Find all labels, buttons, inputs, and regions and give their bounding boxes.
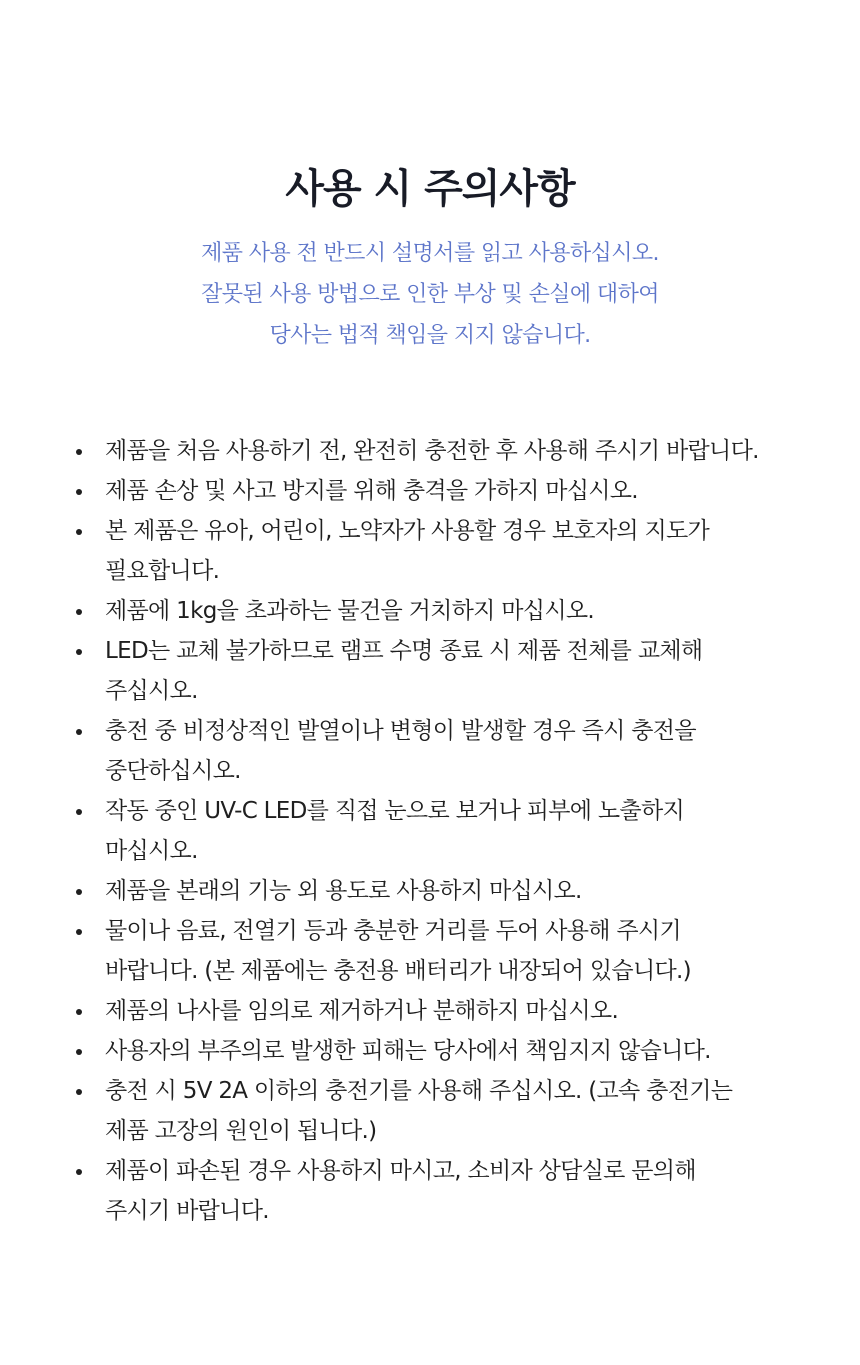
list-item	[0, 511, 860, 591]
list-item-text: 주십시오.	[105, 678, 198, 704]
page-title: 사용 시 주의사항	[285, 165, 575, 212]
list-item-text: 충전 시 5V 2A 이하의 충전기를 사용해 주십시오. (고속 충전기는	[105, 1078, 733, 1104]
list-item-text: 물이나 음료, 전열기 등과 충분한 거리를 두어 사용해 주시기	[105, 918, 681, 944]
list-item	[0, 1151, 860, 1231]
list-item	[0, 1071, 860, 1151]
bullet-icon	[76, 889, 82, 895]
notice-line: 당사는 법적 책임을 지지 않습니다.	[269, 323, 591, 348]
bullet-icon	[76, 1049, 82, 1055]
list-item-text: 제품을 본래의 기능 외 용도로 사용하지 마십시오.	[105, 878, 582, 904]
bullet-icon	[76, 809, 82, 815]
bullet-icon	[76, 649, 82, 655]
list-item-text: 바랍니다. (본 제품에는 충전용 배터리가 내장되어 있습니다.)	[105, 958, 691, 984]
list-item-text: 필요합니다.	[105, 558, 220, 584]
list-item-text: 제품이 파손된 경우 사용하지 마시고, 소비자 상담실로 문의해	[105, 1158, 696, 1184]
list-item-text: 본 제품은 유아, 어린이, 노약자가 사용할 경우 보호자의 지도가	[105, 518, 710, 544]
bullet-icon	[76, 1169, 82, 1175]
list-item-text: LED는 교체 불가하므로 램프 수명 종료 시 제품 전체를 교체해	[105, 638, 703, 664]
list-item	[0, 711, 860, 791]
list-item	[0, 631, 860, 711]
bullet-icon	[76, 929, 82, 935]
list-item-text: 작동 중인 UV-C LED를 직접 눈으로 보거나 피부에 노출하지	[105, 798, 684, 824]
bullet-icon	[76, 489, 82, 495]
list-item-text: 충전 중 비정상적인 발열이나 변형이 발생할 경우 즉시 충전을	[105, 718, 696, 744]
list-item	[0, 911, 860, 991]
bullet-icon	[76, 1089, 82, 1095]
list-item	[0, 991, 860, 1031]
bullet-icon	[76, 1009, 82, 1015]
list-item-text: 제품 손상 및 사고 방지를 위해 충격을 가하지 마십시오.	[105, 478, 638, 504]
list-item-text: 제품의 나사를 임의로 제거하거나 분해하지 마십시오.	[105, 998, 619, 1024]
list-item-text: 중단하십시오.	[105, 758, 241, 784]
list-item	[0, 471, 860, 511]
list-item	[0, 431, 860, 471]
list-item-text: 사용자의 부주의로 발생한 피해는 당사에서 책임지지 않습니다.	[105, 1038, 711, 1064]
list-item	[0, 1031, 860, 1071]
list-item	[0, 791, 860, 871]
list-item	[0, 591, 860, 631]
list-item-text: 제품에 1kg을 초과하는 물건을 거치하지 마십시오.	[105, 598, 594, 624]
bullet-icon	[76, 449, 82, 455]
list-item-text: 마십시오.	[105, 838, 198, 864]
bullet-icon	[76, 529, 82, 535]
notice-block	[0, 233, 860, 356]
notice-line: 제품 사용 전 반드시 설명서를 읽고 사용하십시오.	[201, 241, 659, 266]
list-item-text: 주시기 바랍니다.	[105, 1198, 269, 1224]
list-item	[0, 871, 860, 911]
notice-line: 잘못된 사용 방법으로 인한 부상 및 손실에 대하여	[201, 282, 659, 307]
list-item-text: 제품을 처음 사용하기 전, 완전히 충전한 후 사용해 주시기 바랍니다.	[105, 438, 759, 464]
list-item-text: 제품 고장의 원인이 됩니다.)	[105, 1118, 377, 1144]
bullet-icon	[76, 609, 82, 615]
bullet-icon	[76, 729, 82, 735]
caution-list	[0, 431, 860, 1231]
